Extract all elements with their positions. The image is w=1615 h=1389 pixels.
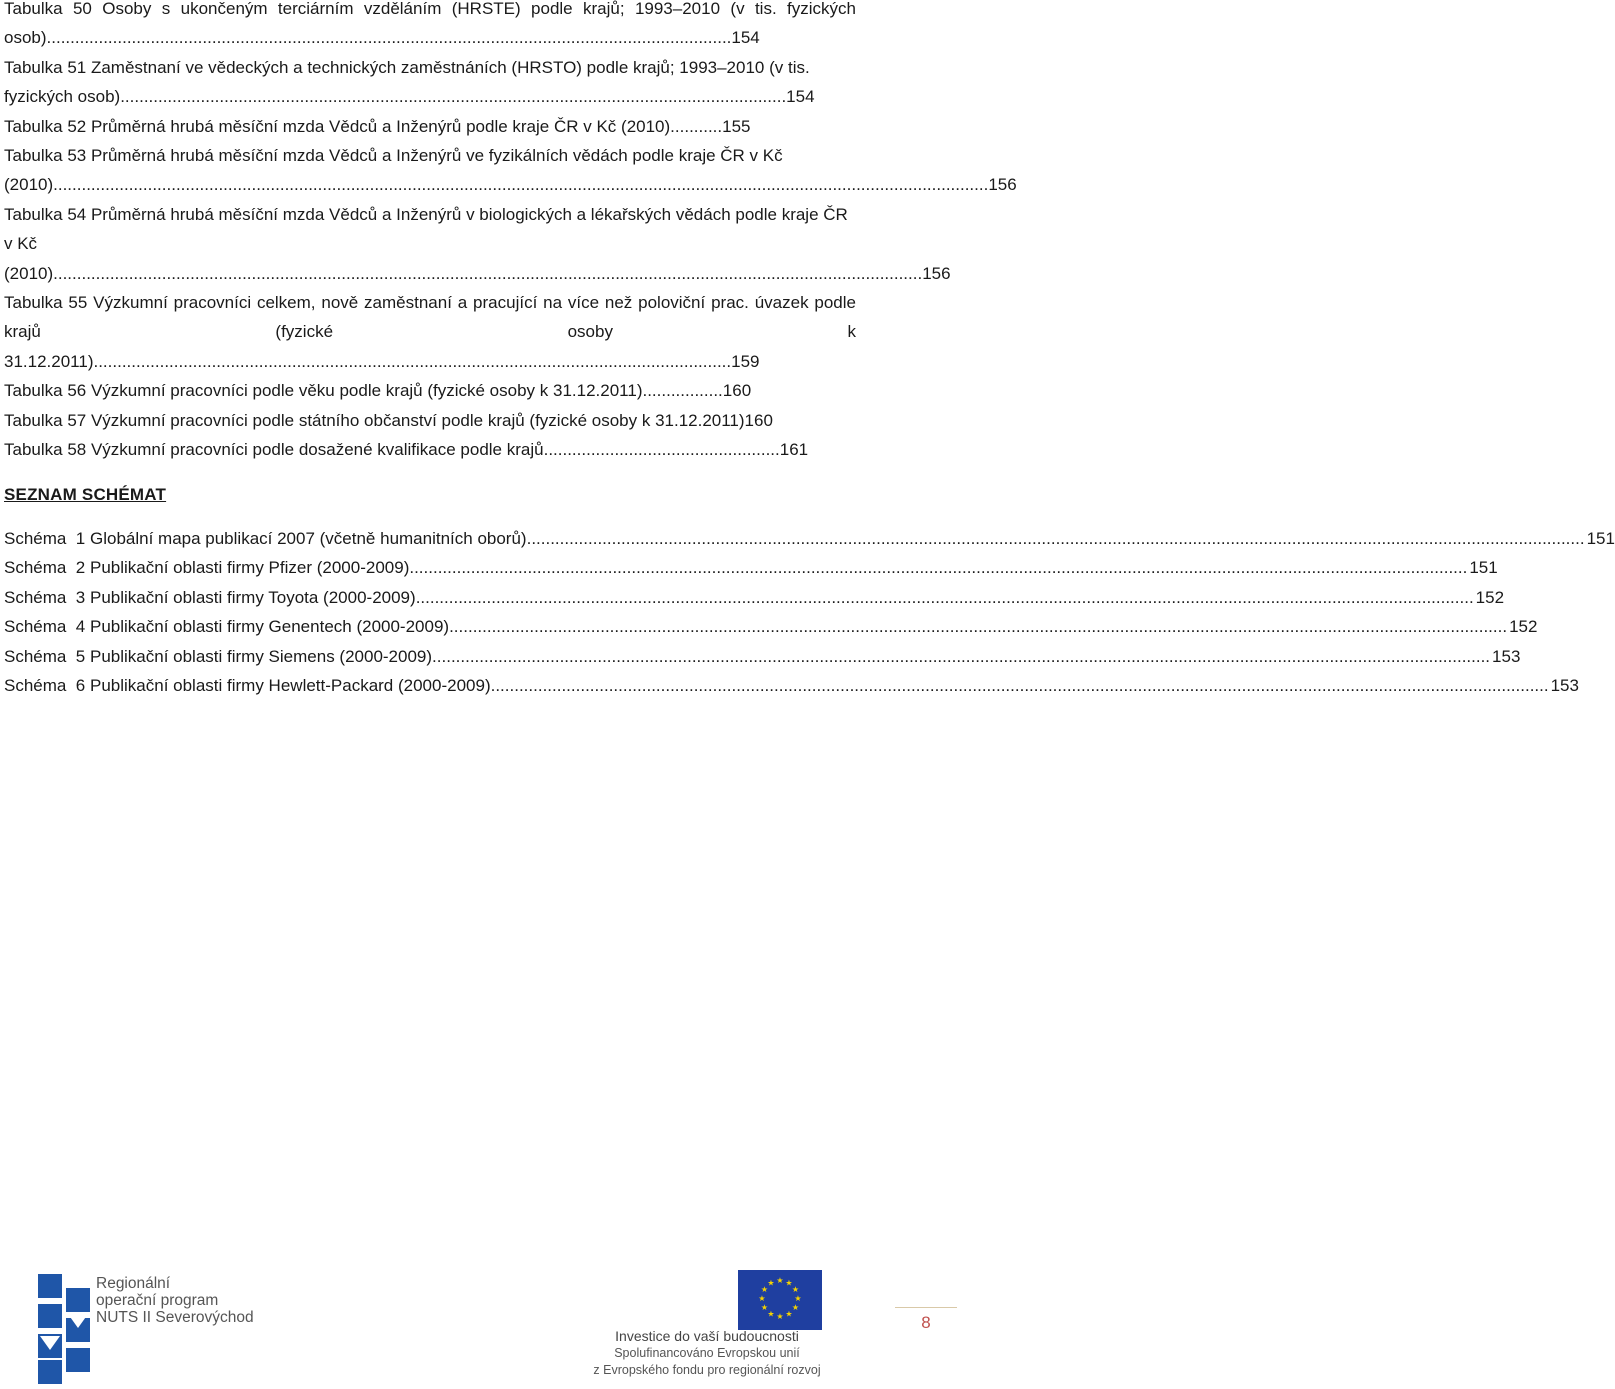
svg-text:★: ★ (767, 1278, 775, 1288)
toc-entry[interactable]: Tabulka 56 Výzkumní pracovníci podle věku podle krajů (fyzické osoby k 31.12.2011).................160 (4, 381, 752, 401)
schema-list (4, 524, 1615, 700)
rop-logo-text: Regionální operační program NUTS II Severovýchod (96, 1275, 254, 1326)
toc-entry[interactable]: Tabulka 53 Průměrná hrubá měsíční mzda Vědců a Inženýrů ve fyzikálních vědách podle kraje ČR v Kč (2010)......................................................................................................................................................................................................156 (4, 146, 1017, 195)
toc-entry-page: 154 (786, 87, 815, 107)
toc-entry-page: 160 (744, 410, 773, 430)
section-heading: SEZNAM SCHÉMAT (4, 485, 167, 504)
schema-entry-text: Schéma 1 Globální mapa publikací 2007 (včetně humanitních oborů) (4, 529, 527, 548)
svg-text:★: ★ (785, 1309, 793, 1319)
toc-entry-page: 156 (922, 263, 951, 283)
svg-text:★: ★ (785, 1278, 793, 1288)
toc-entry[interactable]: Tabulka 55 Výzkumní pracovníci celkem, nově zaměstnaní a pracující na více než poloviční prac. úvazek podle krajů (fyzické osoby k 31.12.2011).......................................................................................................................................159 (4, 293, 856, 371)
svg-text:★: ★ (760, 1303, 769, 1312)
toc-entry-text: Tabulka 50 Osoby s ukončeným terciárním vzděláním (HRSTE) podle krajů; 1993–2010 (v tis. fyzických osob) (4, 0, 856, 48)
schema-entry-text: Schéma 2 Publikační oblasti firmy Pfizer (2000-2009) (4, 558, 410, 578)
page-footer (0, 1265, 960, 1384)
toc-entry-page: 159 (731, 351, 760, 371)
toc-entry-page: 156 (988, 175, 1017, 195)
toc-entry-text: Tabulka 56 Výzkumní pracovníci podle věku podle krajů (fyzické osoby k 31.12.2011) (4, 381, 643, 401)
toc-entry-text: Tabulka 53 Průměrná hrubá měsíční mzda Vědců a Inženýrů ve fyzikálních vědách podle kraje ČR v Kč (2010) (4, 146, 783, 195)
svg-text:★: ★ (776, 1312, 784, 1321)
toc-entry[interactable]: Tabulka 54 Průměrná hrubá měsíční mzda Vědců a Inženýrů v biologických a lékařských vědách podle kraje ČR v Kč (2010)........................................................................................................................................................................................156 (4, 204, 951, 283)
svg-text:★: ★ (760, 1285, 769, 1294)
schema-entry[interactable] (4, 642, 1521, 671)
schema-entry-page: 152 (1475, 587, 1505, 607)
eu-funding-text: Investice do vaší budoucnosti Spolufinancováno Evropskou unií z Evropského fondu pro regionální rozvoj (593, 1328, 821, 1377)
schema-entry-text: Schéma 4 Publikační oblasti firmy Genentech (2000-2009) (4, 617, 450, 637)
eu-flag-icon (738, 1270, 822, 1330)
schema-entry[interactable] (4, 524, 1615, 553)
schema-entry-page: 153 (1550, 676, 1579, 696)
schema-entry[interactable] (4, 553, 1498, 582)
page-number-rule (895, 1307, 957, 1308)
toc-entry-page: 160 (722, 381, 752, 401)
toc-entry-text: Tabulka 54 Průměrná hrubá měsíční mzda Vědců a Inženýrů v biologických a lékařských vědách podle kraje ČR v Kč (2010) (4, 204, 848, 283)
table-list (4, 0, 1017, 465)
toc-entry-page: 155 (722, 116, 751, 136)
toc-entry-page: 161 (779, 440, 809, 460)
toc-entry-text: Tabulka 51 Zaměstnaní ve vědeckých a technických zaměstnáních (HRSTO) podle krajů; 1993–2010 (v tis. fyzických osob) (4, 57, 810, 107)
toc-entry[interactable]: Tabulka 51 Zaměstnaní ve vědeckých a technických zaměstnáních (HRSTO) podle krajů; 1993–2010 (v tis. fyzických osob).............................................................................................................................................154 (4, 57, 815, 107)
schema-entry-page: 153 (1492, 646, 1521, 666)
schema-entry[interactable] (4, 671, 1579, 700)
svg-text:★: ★ (794, 1294, 802, 1303)
schema-entry-page: 151 (1469, 558, 1498, 578)
schema-entry[interactable] (4, 612, 1538, 641)
schema-entry-page: 152 (1509, 617, 1538, 637)
schema-entry-text: Schéma 5 Publikační oblasti firmy Siemens (2000-2009) (4, 646, 433, 666)
schema-entry-page: 151 (1586, 529, 1615, 548)
toc-entry-page: 154 (731, 28, 760, 48)
page-number: 8 (921, 1313, 931, 1332)
toc-entry-text: Tabulka 55 Výzkumní pracovníci celkem, nově zaměstnaní a pracující na více než poloviční prac. úvazek podle krajů (fyzické osoby k 31.12.2011) (4, 293, 856, 371)
toc-entry-text: Tabulka 58 Výzkumní pracovníci podle dosažené kvalifikace podle krajů (4, 440, 544, 460)
svg-text:★: ★ (758, 1294, 766, 1303)
svg-text:★: ★ (791, 1303, 800, 1312)
toc-entry-text: Tabulka 52 Průměrná hrubá měsíční mzda Vědců a Inženýrů podle kraje ČR v Kč (2010) (4, 116, 671, 136)
toc-entry[interactable] (4, 406, 856, 435)
svg-text:★: ★ (791, 1285, 800, 1294)
toc-entry[interactable]: Tabulka 52 Průměrná hrubá měsíční mzda Vědců a Inženýrů podle kraje ČR v Kč (2010)...........155 (4, 116, 751, 136)
toc-entry[interactable]: Tabulka 58 Výzkumní pracovníci podle dosažené kvalifikace podle krajů..................................................161 (4, 440, 809, 460)
schema-entry-text: Schéma 6 Publikační oblasti firmy Hewlett-Packard (2000-2009) (4, 676, 491, 696)
svg-text:★: ★ (776, 1276, 784, 1285)
svg-text:★: ★ (767, 1309, 775, 1319)
toc-entry-text: Tabulka 57 Výzkumní pracovníci podle státního občanství podle krajů (fyzické osoby k 31.12.2011) (4, 410, 745, 430)
rop-logo-icon (38, 1274, 90, 1384)
schema-entry[interactable] (4, 583, 1505, 612)
schema-entry-text: Schéma 3 Publikační oblasti firmy Toyota (2000-2009) (4, 587, 416, 607)
toc-entry[interactable]: Tabulka 50 Osoby s ukončeným terciárním vzděláním (HRSTE) podle krajů; 1993–2010 (v tis. fyzických osob).................................................................................................................................................154 (4, 0, 856, 48)
